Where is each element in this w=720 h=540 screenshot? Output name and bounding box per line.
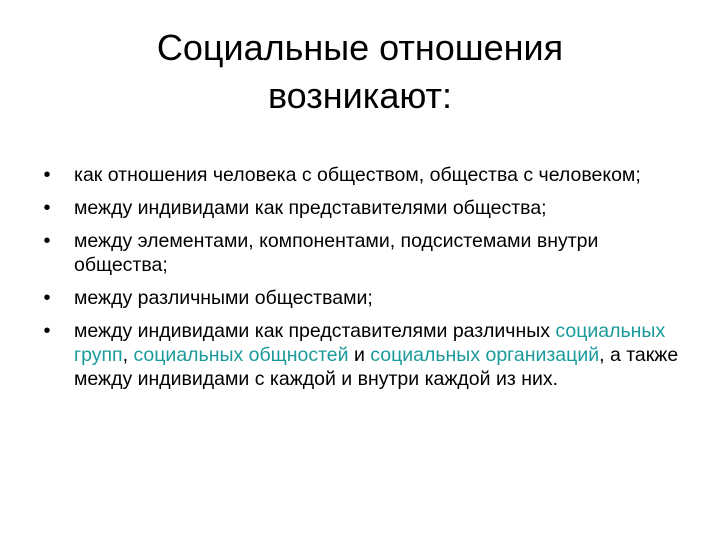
- text-segment: ,: [122, 344, 134, 366]
- title-line-1: Социальные отношения: [156, 27, 564, 68]
- text-segment: между индивидами как представителями различных: [74, 320, 556, 342]
- bullet-icon: •: [43, 320, 51, 342]
- list-item-text: между индивидами как представителями общества;: [74, 197, 547, 219]
- bullet-icon: •: [43, 197, 51, 219]
- bullet-icon: •: [43, 230, 51, 252]
- text-segment: , а также между индивидами с каждой и внутри каждой из них.: [74, 344, 679, 390]
- slide-title: [60, 24, 660, 120]
- list-item-text: как отношения человека с обществом, общества с человеком;: [74, 164, 641, 186]
- bullet-list: [40, 163, 680, 400]
- list-item-text: между элементами, компонентами, подсистемами внутри общества;: [74, 230, 599, 276]
- bullet-icon: •: [43, 164, 51, 186]
- text-segment: и: [348, 344, 371, 366]
- bullet-icon: •: [43, 287, 51, 309]
- title-line-2: возникают:: [267, 75, 453, 116]
- link-social-groups[interactable]: социальных групп: [74, 320, 666, 366]
- list-item: [40, 319, 680, 391]
- list-item: [40, 229, 680, 277]
- list-item: [40, 196, 680, 220]
- list-item-text: между различными обществами;: [74, 287, 373, 309]
- link-social-organizations[interactable]: социальных организаций: [370, 344, 600, 366]
- list-item-text: [74, 320, 678, 390]
- list-item: [40, 286, 680, 310]
- link-social-communities[interactable]: социальных общностей: [133, 344, 349, 366]
- list-item: [40, 163, 680, 187]
